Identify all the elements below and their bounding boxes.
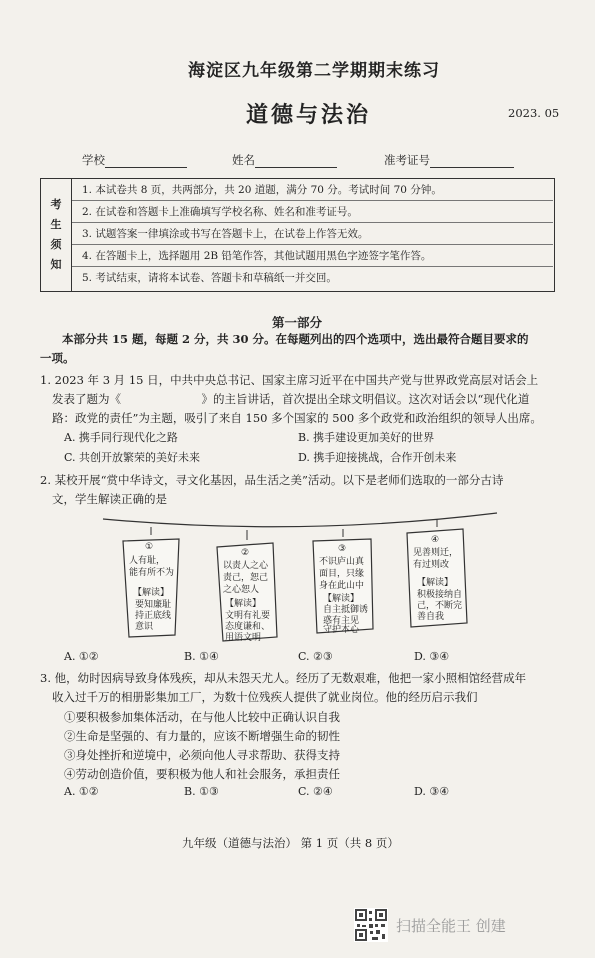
subject-title: 道德与法治	[246, 102, 372, 128]
tag-3-note: 守护本心	[323, 625, 360, 635]
q3-statement: ①要积极参加集体活动，在与他人比较中正确认识自我	[64, 710, 340, 724]
tag-4-poem: 见善则迁，	[413, 548, 459, 558]
q1-option-d[interactable]: D. 携手迎接挑战，合作开创未来	[298, 451, 457, 464]
q1-option-a[interactable]: A. 携手同行现代化之路	[64, 431, 178, 444]
question-2-stem: 文，学生解读正确的是	[52, 492, 167, 506]
notice-label-char: 须	[50, 238, 62, 251]
tag-1-note: 持正底线	[135, 611, 172, 621]
question-3-stem: 3. 他，幼时因病导致身体残疾，却从未怨天尤人。经历了无数艰难，他把一家小照相馆经营成年	[40, 671, 527, 685]
hanging-string	[103, 513, 497, 527]
tag-3-label: 【解读】	[323, 594, 360, 604]
q3-statement: ④劳动创造价值，要积极为他人和社会服务，承担责任	[64, 767, 340, 781]
notice-item: 4. 在答题卡上，选择题用 2B 铅笔作答，其他试题用黑色字迹签字笔作答。	[72, 245, 553, 267]
notice-label	[41, 179, 72, 291]
tag-1-number: ①	[145, 542, 154, 552]
tag-2-note: 态度谦和、	[225, 622, 271, 632]
tag-2-poem: 以责人之心	[223, 561, 269, 571]
tag-4-note: 己，不断完	[417, 601, 463, 611]
tag-2-label: 【解读】	[225, 599, 262, 609]
tag-3-poem: 面目，只缘	[319, 569, 365, 579]
q3-option-c[interactable]: C. ②④	[298, 785, 333, 798]
school-field[interactable]	[82, 152, 187, 168]
question-1-stem: 1. 2023 年 3 月 15 日，中共中央总书记、国家主席习近平在中国共产党与世界政党高层对话会上	[40, 373, 539, 387]
tag-1-note: 要知廉耻	[135, 600, 172, 610]
tag-2-number: ②	[241, 548, 250, 558]
part1-heading: 第一部分	[272, 315, 323, 330]
tag-3-number: ③	[338, 544, 347, 554]
q2-option-b[interactable]: B. ①④	[184, 650, 219, 663]
q3-option-b[interactable]: B. ①③	[184, 785, 219, 798]
question-3-stem: 收入过千万的相册影集加工厂，为数十位残疾人提供了就业岗位。他的经历启示我们	[52, 690, 478, 704]
q2-option-a[interactable]: A. ①②	[64, 650, 99, 663]
exam-id-label: 准考证号	[384, 153, 430, 167]
page-footer: 九年级（道德与法治） 第 1 页（共 8 页）	[182, 836, 399, 850]
exam-date: 2023. 05	[508, 106, 560, 120]
tag-4-poem: 有过则改	[413, 560, 450, 570]
notice-item: 1. 本试卷共 8 页，共两部分，共 20 道题，满分 70 分。考试时间 70 分钟。	[72, 179, 553, 201]
exam-id-line	[430, 154, 514, 168]
q2-option-d[interactable]: D. ③④	[414, 650, 450, 663]
tag-3-poem: 不识庐山真	[319, 557, 365, 567]
notice-label-char: 考	[50, 198, 62, 211]
question-1-stem: 发表了题为《 》的主旨讲话，首次提出全球文明倡议。这次对话会以“现代化道	[52, 392, 530, 406]
name-field[interactable]	[232, 152, 337, 168]
q1-option-b[interactable]: B. 携手建设更加美好的世界	[298, 431, 435, 444]
name-label: 姓名	[232, 153, 255, 167]
notice-item: 2. 在试卷和答题卡上准确填写学校名称、姓名和准考证号。	[72, 201, 553, 223]
q3-statement: ②生命是坚强的、有力量的，应该不断增强生命的韧性	[64, 729, 340, 743]
exam-title: 海淀区九年级第二学期期末练习	[188, 61, 440, 81]
q2-option-c[interactable]: C. ②③	[298, 650, 333, 663]
tag-2-poem: 之心恕人	[223, 585, 260, 595]
tag-1-poem: 人有耻，	[129, 556, 166, 566]
tag-2-note: 文明有礼要	[225, 611, 271, 621]
tag-1-label: 【解读】	[133, 588, 170, 598]
tag-3-note: 自主抵御诱	[323, 605, 369, 615]
school-label: 学校	[82, 153, 105, 167]
tag-4-number: ④	[431, 535, 440, 545]
notice-item: 5. 考试结束，请将本试卷、答题卡和草稿纸一并交回。	[82, 272, 337, 284]
tag-2-poem: 责己，恕己	[223, 573, 269, 583]
tag-4-label: 【解读】	[417, 578, 454, 588]
tag-1-poem: 能有所不为	[129, 568, 175, 578]
notice-label-char: 知	[50, 258, 62, 271]
exam-notice-box	[40, 178, 555, 292]
tag-3-note: 惑有主见	[323, 616, 360, 626]
name-line	[255, 154, 337, 168]
tag-2-note: 用语文明	[225, 633, 262, 643]
tag-4-note: 善自我	[417, 612, 445, 622]
q3-statement: ③身处挫折和逆境中，必须向他人寻求帮助、获得支持	[64, 748, 340, 762]
scanner-watermark: 扫描全能王 创建	[396, 917, 506, 935]
qr-code-icon	[354, 908, 388, 942]
part1-intro-cont: 一项。	[40, 351, 75, 365]
question-2-stem: 2. 某校开展“赏中华诗文，寻文化基因，品生活之美”活动。以下是老师们选取的一部分古诗	[40, 473, 504, 487]
q3-option-d[interactable]: D. ③④	[414, 785, 450, 798]
q1-option-c[interactable]: C. 共创开放繁荣的美好未来	[64, 451, 201, 464]
tag-1-note: 意识	[135, 622, 154, 632]
notice-item: 3. 试题答案一律填涂或书写在答题卡上，在试卷上作答无效。	[72, 223, 553, 245]
q3-option-a[interactable]: A. ①②	[64, 785, 99, 798]
school-line	[105, 154, 187, 168]
part1-intro: 本部分共 15 题，每题 2 分，共 30 分。在每题列出的四个选项中，选出最符合题目要求的	[62, 332, 529, 346]
tag-4-note: 积极接纳自	[417, 590, 463, 600]
exam-id-field[interactable]	[384, 152, 514, 168]
tag-3-poem: 身在此山中	[319, 581, 365, 591]
notice-label-char: 生	[50, 218, 62, 231]
question-1-stem: 路：政党的责任”为主题，吸引了来自 150 多个国家的 500 多个政党和政治组织的领导人出席。	[52, 411, 542, 425]
poetry-tags-illustration	[95, 505, 505, 645]
